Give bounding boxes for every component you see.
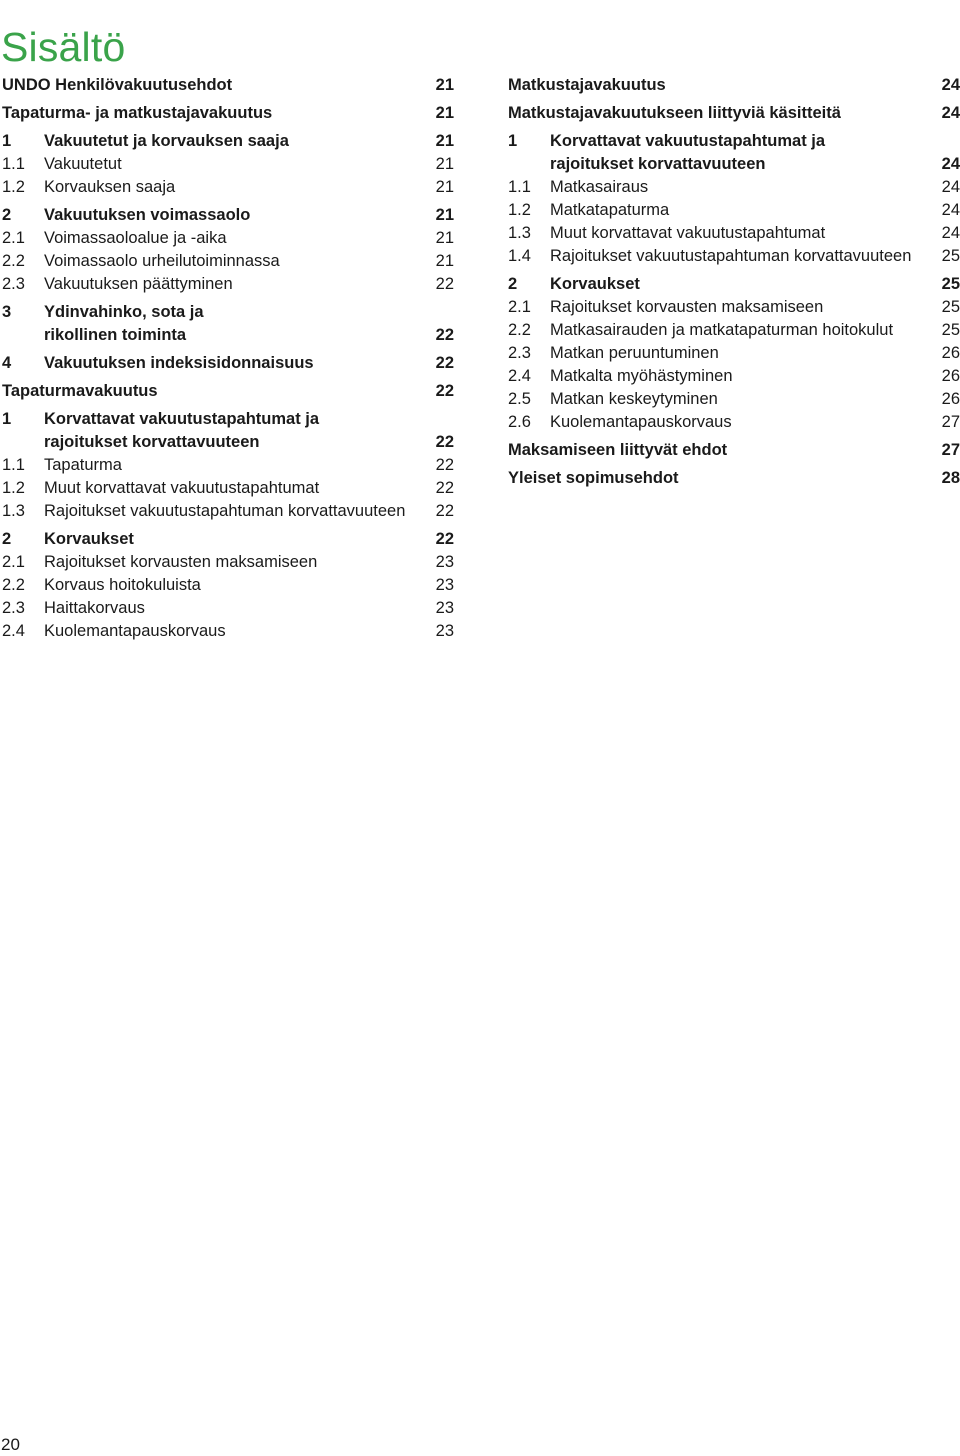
toc-entry-page: 25 <box>941 321 960 339</box>
toc-entry[interactable] <box>2 273 454 296</box>
toc-entry[interactable] <box>2 528 454 551</box>
toc-entry[interactable] <box>2 227 454 250</box>
toc-entry[interactable] <box>2 500 454 523</box>
toc-entry[interactable] <box>508 199 960 222</box>
toc-entry-page: 22 <box>435 456 454 474</box>
toc-entry-page: 23 <box>435 576 454 594</box>
toc-entry-label: Korvauksen saaja <box>44 178 176 196</box>
toc-entry-number: 2.2 <box>2 252 25 270</box>
toc-entry[interactable] <box>2 380 454 403</box>
toc-entry-label: Korvaukset <box>550 275 640 293</box>
toc-entry-label: Tapaturma <box>44 456 122 474</box>
toc-entry-page: 23 <box>435 599 454 617</box>
toc-entry-number: 2.3 <box>508 344 531 362</box>
toc-entry-number: 2 <box>2 530 12 548</box>
toc-entry-page: 21 <box>435 229 454 247</box>
toc-entry-label: Vakuutuksen päättyminen <box>44 275 233 293</box>
toc-entry-page: 21 <box>435 132 454 150</box>
toc-entry-number: 1.1 <box>2 456 25 474</box>
toc-entry-page: 25 <box>941 298 960 316</box>
toc-entry-label: Matkan peruuntuminen <box>550 344 719 362</box>
toc-entry[interactable] <box>508 176 960 199</box>
toc-entry-page: 27 <box>941 413 960 431</box>
page-title: Sisältö <box>1 24 126 71</box>
toc-entry-number: 1 <box>2 132 12 150</box>
toc-entry[interactable] <box>2 301 454 347</box>
toc-entry[interactable] <box>2 597 454 620</box>
toc-entry-page: 21 <box>435 155 454 173</box>
toc-entry[interactable] <box>2 574 454 597</box>
toc-entry-page: 28 <box>941 469 960 487</box>
toc-entry-label: Korvattavat vakuutustapahtumat ja rajoitukset korvattavuuteen <box>550 132 826 173</box>
toc-entry[interactable] <box>508 130 960 176</box>
toc-entry-page: 22 <box>435 354 454 372</box>
toc-entry-page: 22 <box>435 433 454 451</box>
toc-entry-page: 27 <box>941 441 960 459</box>
toc-entry[interactable] <box>508 411 960 434</box>
toc-entry-page: 25 <box>941 275 960 293</box>
toc-entry[interactable] <box>2 74 454 97</box>
toc-entry-label: Muut korvattavat vakuutustapahtumat <box>44 479 320 497</box>
toc-entry[interactable] <box>508 319 960 342</box>
toc-entry-label: Haittakorvaus <box>44 599 145 617</box>
toc-entry-page: 21 <box>435 252 454 270</box>
toc-entry[interactable] <box>2 620 454 643</box>
toc-entry-page: 22 <box>435 502 454 520</box>
toc-entry-page: 25 <box>941 247 960 265</box>
toc-entry-label: Vakuutuksen voimassaolo <box>44 206 251 224</box>
toc-entry-number: 2.1 <box>2 229 25 247</box>
toc-entry-page: 26 <box>941 390 960 408</box>
toc-entry[interactable] <box>2 204 454 227</box>
toc-entry[interactable] <box>508 102 960 125</box>
toc-entry-number: 2.4 <box>2 622 25 640</box>
toc-entry-page: 21 <box>435 104 454 122</box>
toc-entry-label: Vakuutetut <box>44 155 122 173</box>
toc-entry-number: 3 <box>2 303 12 321</box>
toc-entry-number: 2.3 <box>2 275 25 293</box>
toc-entry-number: 2 <box>2 206 12 224</box>
toc-entry-label: Ydinvahinko, sota ja rikollinen toiminta <box>44 303 204 344</box>
toc-entry[interactable] <box>508 222 960 245</box>
toc-entry-number: 2.3 <box>2 599 25 617</box>
toc-entry-label: Rajoitukset korvausten maksamiseen <box>550 298 824 316</box>
toc-entry-number: 1.3 <box>2 502 25 520</box>
toc-entry-number: 2.1 <box>2 553 25 571</box>
toc-entry-label: Vakuutuksen indeksisidonnaisuus <box>44 354 314 372</box>
toc-entry-label: Rajoitukset korvausten maksamiseen <box>44 553 318 571</box>
toc-entry-number: 1 <box>2 410 12 428</box>
toc-entry-label: Korvattavat vakuutustapahtumat ja rajoitukset korvattavuuteen <box>44 410 320 451</box>
toc-entry-page: 24 <box>941 155 960 173</box>
toc-entry-page: 23 <box>435 553 454 571</box>
toc-entry[interactable] <box>2 454 454 477</box>
toc-entry-number: 1.2 <box>2 178 25 196</box>
toc-entry-number: 2 <box>508 275 518 293</box>
toc-entry-number: 1.4 <box>508 247 531 265</box>
toc-entry-page: 26 <box>941 367 960 385</box>
toc-entry-page: 22 <box>435 530 454 548</box>
toc-entry-number: 2.1 <box>508 298 531 316</box>
toc-entry-number: 4 <box>2 354 12 372</box>
toc-entry-label: UNDO Henkilövakuutusehdot <box>2 76 233 94</box>
toc-entry-label: Korvaukset <box>44 530 134 548</box>
toc-entry-number: 1.3 <box>508 224 531 242</box>
toc-entry-page: 24 <box>941 104 960 122</box>
toc-entry-label: Matkasairauden ja matkatapaturman hoitokulut <box>550 321 894 339</box>
toc-entry[interactable] <box>2 477 454 500</box>
toc-entry-label: Tapaturmavakuutus <box>2 382 158 400</box>
toc-entry-page: 24 <box>941 201 960 219</box>
toc-right-column <box>508 74 960 490</box>
toc-entry[interactable] <box>508 342 960 365</box>
toc-entry[interactable] <box>508 296 960 319</box>
toc-entry-label: Matkustajavakuutus <box>508 76 666 94</box>
toc-entry-number: 2.2 <box>508 321 531 339</box>
toc-entry[interactable] <box>508 388 960 411</box>
toc-entry-label: Rajoitukset vakuutustapahtuman korvattavuuteen <box>550 247 912 265</box>
toc-entry-number: 1 <box>508 132 518 150</box>
toc-entry[interactable] <box>2 153 454 176</box>
toc-entry[interactable] <box>2 176 454 199</box>
toc-entry-page: 22 <box>435 275 454 293</box>
toc-entry-number: 1.1 <box>508 178 531 196</box>
toc-entry-label: Voimassaolo urheilutoiminnassa <box>44 252 280 270</box>
toc-entry-page: 26 <box>941 344 960 362</box>
toc-entry-page: 24 <box>941 178 960 196</box>
toc-entry-label: Tapaturma- ja matkustajavakuutus <box>2 104 273 122</box>
toc-entry[interactable] <box>508 439 960 462</box>
toc-entry[interactable] <box>2 250 454 273</box>
toc-entry-number: 2.2 <box>2 576 25 594</box>
toc-entry[interactable] <box>2 352 454 375</box>
toc-entry-label: Voimassaoloalue ja -aika <box>44 229 227 247</box>
toc-left-column <box>2 74 454 643</box>
toc-entry-page: 21 <box>435 178 454 196</box>
toc-entry[interactable] <box>508 74 960 97</box>
toc-entry-label: Matkatapaturma <box>550 201 670 219</box>
toc-entry[interactable] <box>508 467 960 490</box>
toc-entry-label: Matkan keskeytyminen <box>550 390 718 408</box>
toc-entry-number: 2.4 <box>508 367 531 385</box>
toc-entry-label: Yleiset sopimusehdot <box>508 469 679 487</box>
toc-entry-label: Matkasairaus <box>550 178 649 196</box>
toc-entry-number: 1.2 <box>2 479 25 497</box>
toc-entry-label: Korvaus hoitokuluista <box>44 576 201 594</box>
toc-entry-page: 21 <box>435 76 454 94</box>
toc-entry-page: 22 <box>435 326 454 344</box>
toc-entry-label: Kuolemantapauskorvaus <box>550 413 732 431</box>
toc-entry-number: 2.6 <box>508 413 531 431</box>
toc-entry-label: Kuolemantapauskorvaus <box>44 622 226 640</box>
toc-entry-page: 23 <box>435 622 454 640</box>
toc-entry-label: Matkustajavakuutukseen liittyviä käsitteitä <box>508 104 841 122</box>
toc-entry-label: Matkalta myöhästyminen <box>550 367 733 385</box>
toc-entry-label: Rajoitukset vakuutustapahtuman korvattavuuteen <box>44 502 406 520</box>
toc-entry[interactable] <box>508 245 960 268</box>
toc-entry-number: 1.2 <box>508 201 531 219</box>
toc-entry-label: Muut korvattavat vakuutustapahtumat <box>550 224 826 242</box>
toc-entry-label: Vakuutetut ja korvauksen saaja <box>44 132 289 150</box>
toc-entry-page: 22 <box>435 382 454 400</box>
toc-entry[interactable] <box>508 273 960 296</box>
toc-entry-number: 2.5 <box>508 390 531 408</box>
toc-entry[interactable] <box>508 365 960 388</box>
toc-entry-page: 22 <box>435 479 454 497</box>
toc-entry[interactable] <box>2 102 454 125</box>
toc-entry[interactable] <box>2 130 454 153</box>
toc-entry-page: 21 <box>435 206 454 224</box>
toc-entry-number: 1.1 <box>2 155 25 173</box>
toc-entry-page: 24 <box>941 224 960 242</box>
toc-entry-page: 24 <box>941 76 960 94</box>
toc-entry[interactable] <box>2 408 454 454</box>
toc-entry[interactable] <box>2 551 454 574</box>
footer-page-number: 20 <box>1 1435 20 1454</box>
toc-entry-label: Maksamiseen liittyvät ehdot <box>508 441 728 459</box>
